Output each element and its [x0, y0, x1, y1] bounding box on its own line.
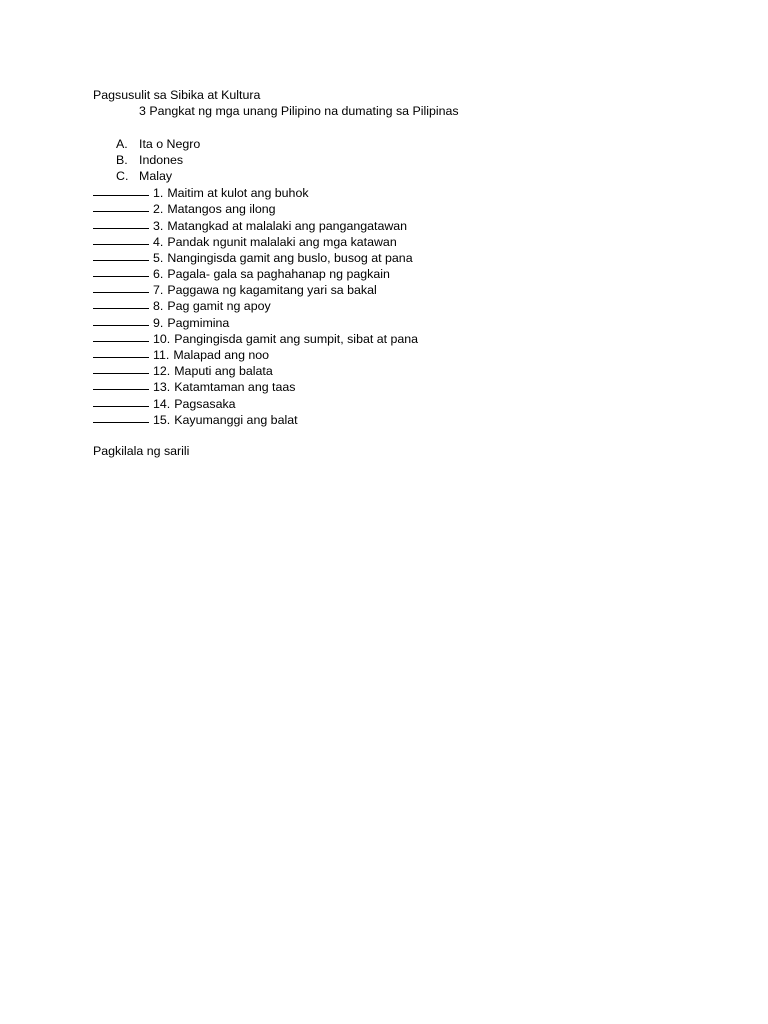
- document-subtitle: 3 Pangkat ng mga unang Pilipino na dumating sa Pilipinas: [139, 104, 459, 119]
- question-text: Malapad ang noo: [173, 348, 270, 362]
- question-number: 10.: [153, 331, 171, 346]
- answer-blank[interactable]: [93, 329, 149, 342]
- question-text: Pangingisda gamit ang sumpit, sibat at pana: [174, 331, 419, 346]
- question-text: Kayumanggi ang balat: [174, 412, 298, 427]
- question-item: [93, 265, 713, 281]
- question-text: Paggawa ng kagamitang yari sa bakal: [167, 283, 377, 298]
- question-item: [93, 233, 713, 249]
- question-item: [93, 281, 713, 297]
- answer-blank[interactable]: [93, 361, 149, 374]
- question-number: 4.: [153, 234, 164, 249]
- question-text: Pagmimina: [167, 315, 230, 330]
- section-heading: Pagkilala ng sarili: [93, 444, 190, 459]
- question-item: [93, 346, 713, 362]
- answer-blank[interactable]: [93, 296, 149, 309]
- question-number: 12.: [153, 364, 171, 379]
- question-number: 8.: [153, 299, 164, 314]
- answer-blank[interactable]: [93, 280, 149, 293]
- question-item: [93, 217, 713, 233]
- question-item: [93, 184, 713, 200]
- question-item: [93, 362, 713, 378]
- document-title: Pagsusulit sa Sibika at Kultura: [93, 88, 261, 102]
- answer-blank[interactable]: [93, 313, 149, 326]
- answer-blank[interactable]: [93, 216, 149, 229]
- question-text: Maputi ang balata: [174, 364, 273, 379]
- answer-blank[interactable]: [93, 264, 149, 277]
- choice-letter: A.: [116, 136, 128, 151]
- question-text: Pagsasaka: [174, 396, 236, 411]
- spacer: [93, 119, 713, 135]
- question-text: Maitim at kulot ang buhok: [167, 186, 309, 201]
- question-text: Pagala- gala sa paghahanap ng pagkain: [167, 267, 390, 282]
- answer-blank[interactable]: [93, 183, 149, 196]
- question-number: 15.: [153, 412, 171, 427]
- choice-item: [93, 168, 713, 184]
- question-number: 9.: [153, 315, 164, 330]
- answer-blank[interactable]: [93, 232, 149, 245]
- choice-letter: C.: [116, 168, 129, 183]
- choice-text: Malay: [139, 168, 173, 183]
- question-item: [93, 378, 713, 394]
- choice-list: [93, 136, 713, 185]
- document-body: [93, 87, 713, 459]
- question-text: Katamtaman ang taas: [174, 380, 296, 395]
- question-number: 13.: [153, 380, 171, 395]
- question-item: [93, 411, 713, 427]
- question-number: 5.: [153, 250, 164, 265]
- question-number: 3.: [153, 218, 164, 233]
- answer-blank[interactable]: [93, 377, 149, 390]
- question-text: Pandak ngunit malalaki ang mga katawan: [167, 234, 397, 249]
- answer-blank[interactable]: [93, 199, 149, 212]
- question-number: 6.: [153, 267, 164, 282]
- question-item: [93, 314, 713, 330]
- question-item: [93, 395, 713, 411]
- question-number: 1.: [153, 186, 164, 201]
- question-item: [93, 200, 713, 216]
- answer-blank[interactable]: [93, 345, 149, 358]
- question-text: Matangos ang ilong: [167, 202, 276, 217]
- question-text: Nangingisda gamit ang buslo, busog at pana: [167, 250, 413, 265]
- answer-blank[interactable]: [93, 394, 149, 407]
- question-number: 14.: [153, 396, 171, 411]
- question-text: Matangkad at malalaki ang pangangatawan: [167, 218, 408, 233]
- question-item: [93, 249, 713, 265]
- question-number: 2.: [153, 202, 164, 217]
- question-item: [93, 330, 713, 346]
- question-item: [93, 297, 713, 313]
- question-number: 11.: [153, 348, 170, 362]
- question-text: Pag gamit ng apoy: [167, 299, 271, 314]
- choice-text: Ita o Negro: [139, 136, 201, 151]
- choice-item: [93, 152, 713, 168]
- question-list: [93, 184, 713, 427]
- answer-blank[interactable]: [93, 248, 149, 261]
- question-number: 7.: [153, 283, 164, 298]
- choice-item: [93, 136, 713, 152]
- answer-blank[interactable]: [93, 410, 149, 423]
- choice-text: Indones: [139, 152, 184, 167]
- choice-letter: B.: [116, 152, 128, 167]
